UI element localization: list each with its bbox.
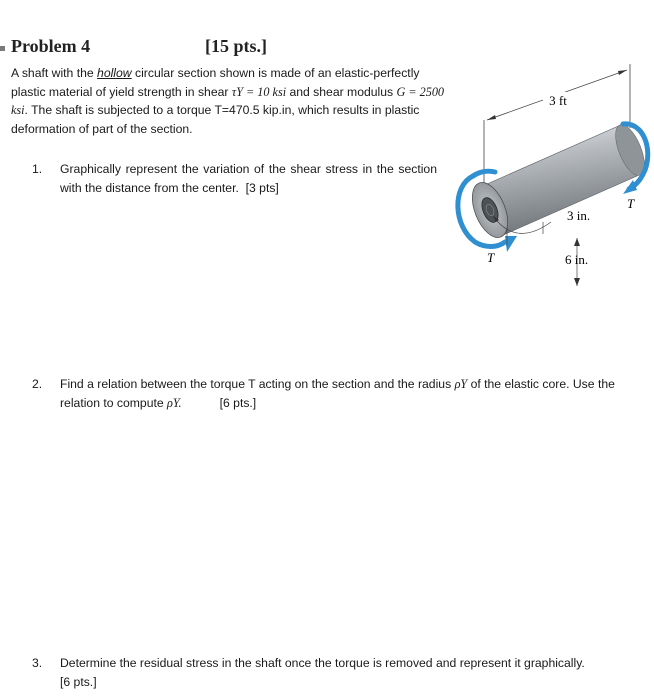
yield-strength: τY = 10 ksi — [231, 84, 287, 99]
outer-dim-arrow-top — [574, 238, 580, 246]
question-1 — [32, 160, 437, 197]
hollow-word: hollow — [97, 66, 132, 80]
dim-arrow-right — [618, 70, 627, 75]
problem-statement — [11, 64, 451, 138]
problem-points: [15 pts.] — [205, 36, 267, 56]
shear-modulus: G = 2500 ksi — [11, 84, 445, 118]
question-points: [6 pts.] — [219, 395, 257, 410]
length-label: 3 ft — [549, 93, 567, 108]
inner-diameter-label: 3 in. — [567, 208, 591, 223]
question-number: 2. — [32, 377, 43, 391]
intro-text-4: . The shaft is subjected to a torque T=470.5 kip.in, which results in plastic deformation of part of the section. — [11, 103, 420, 136]
shaft-figure — [447, 58, 654, 308]
torque-label-right: T — [627, 196, 635, 211]
dim-arrow-left — [487, 115, 496, 120]
torque-label-left: T — [487, 250, 495, 265]
intro-text-3: and shear modulus — [286, 84, 397, 99]
intro-text-1: A shaft with the — [11, 66, 98, 80]
problem-title: Problem 4 — [11, 36, 91, 56]
shaft-diagram — [447, 58, 654, 308]
rho-y: ρY. — [167, 395, 182, 410]
outer-dim-arrow-bottom — [574, 278, 580, 286]
question-text: Determine the residual stress in the shaft once the torque is removed and represent it graphically. — [60, 656, 585, 670]
bullet-marker — [0, 46, 5, 51]
rho-y: ρY — [454, 377, 468, 391]
question-2 — [32, 375, 632, 412]
intro-text-2: circular section shown is made of an elastic-perfectly plastic material of yield strength in shear — [11, 66, 420, 99]
question-text: Graphically represent the variation of the shear stress in the section with the distance from the center. — [60, 162, 437, 195]
question-text-b: of the elastic core. Use the relation to compute — [60, 377, 615, 410]
question-points: [3 pts] — [245, 180, 279, 195]
question-text: Find a relation between the torque T acting on the section and the radius — [60, 377, 455, 391]
question-3 — [32, 654, 642, 691]
outer-diameter-label: 6 in. — [565, 252, 589, 267]
question-points: [6 pts.] — [60, 674, 97, 689]
question-number: 1. — [32, 162, 43, 176]
question-number: 3. — [32, 656, 43, 670]
